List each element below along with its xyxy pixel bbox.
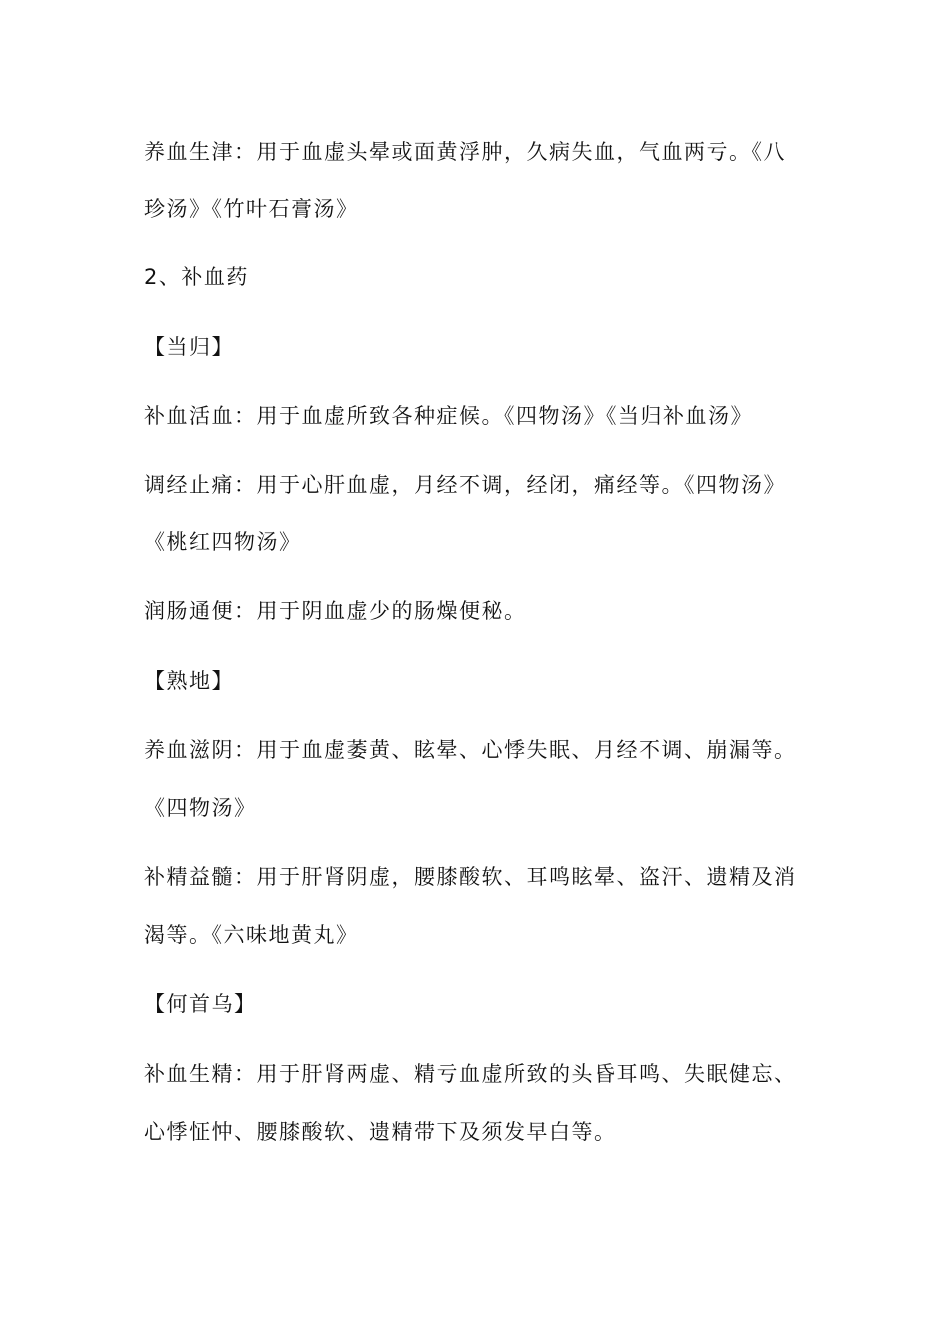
paragraph-shudi-yin-line-2: 《四物汤》 bbox=[144, 796, 257, 820]
paragraph-heshouwu-line-1: 补血生精：用于肝肾两虚、精亏血虚所致的头昏耳鸣、失眠健忘、 bbox=[144, 1062, 797, 1086]
herb-heading-shudi: 【熟地】 bbox=[144, 669, 234, 693]
paragraph-nourish-blood-line-2: 珍汤》《竹叶石膏汤》 bbox=[144, 197, 359, 221]
paragraph-heshouwu-line-2: 心悸怔忡、腰膝酸软、遗精带下及须发早白等。 bbox=[144, 1120, 617, 1144]
paragraph-danggui-menses-line-2: 《桃红四物汤》 bbox=[144, 530, 302, 554]
herb-heading-danggui: 【当归】 bbox=[144, 335, 234, 359]
paragraph-danggui-tonify: 补血活血：用于血虚所致各种症候。《四物汤》《当归补血汤》 bbox=[144, 404, 753, 428]
paragraph-shudi-essence-line-2: 渴等。《六味地黄丸》 bbox=[144, 923, 359, 947]
paragraph-shudi-yin-line-1: 养血滋阴：用于血虚萎黄、眩晕、心悸失眠、月经不调、崩漏等。 bbox=[144, 738, 797, 762]
paragraph-nourish-blood-line-1: 养血生津：用于血虚头晕或面黄浮肿，久病失血，气血两亏。《八 bbox=[144, 140, 786, 164]
section-heading-blood-tonics: 2、补血药 bbox=[144, 265, 249, 289]
herb-heading-heshouwu: 【何首乌】 bbox=[144, 992, 257, 1016]
paragraph-shudi-essence-line-1: 补精益髓：用于肝肾阴虚，腰膝酸软、耳鸣眩晕、盗汗、遗精及消 bbox=[144, 865, 797, 889]
paragraph-danggui-bowel: 润肠通便：用于阴血虚少的肠燥便秘。 bbox=[144, 599, 527, 623]
paragraph-danggui-menses-line-1: 调经止痛：用于心肝血虚，月经不调，经闭，痛经等。《四物汤》 bbox=[144, 473, 786, 497]
